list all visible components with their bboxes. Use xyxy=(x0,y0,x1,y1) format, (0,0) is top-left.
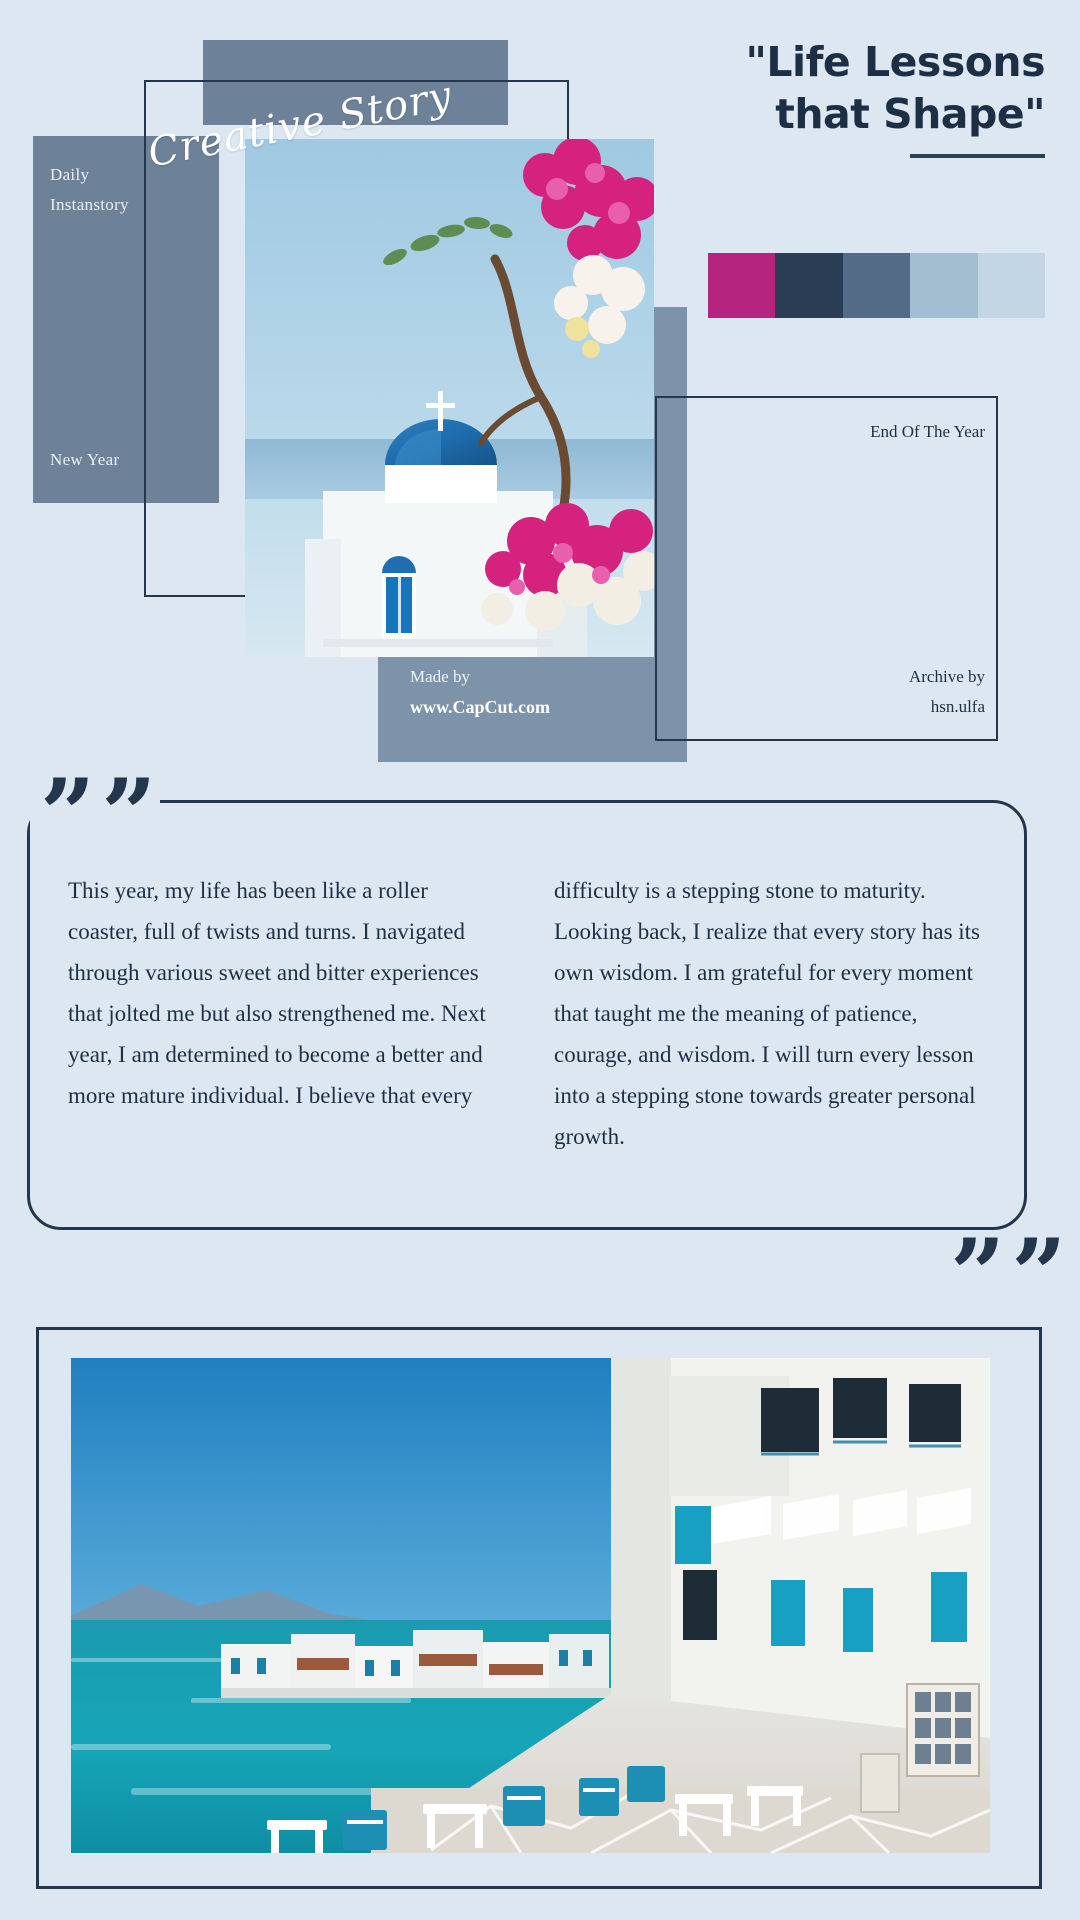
quote-mark-open-icon: ”” xyxy=(40,758,163,871)
swatch-pale-blue xyxy=(978,253,1045,318)
headline-block xyxy=(700,36,1045,158)
swatch-light-blue xyxy=(910,253,977,318)
quote-column-right: difficulty is a stepping stone to maturity. Looking back, I realize that every story has its own wisdom. I am grateful for every moment that taught me the meaning of patience, courage, and wisdom. I will turn every lesson into a stepping stone towards greater personal growth. xyxy=(554,878,980,1149)
credit-block xyxy=(410,662,665,722)
quote-section xyxy=(0,758,1080,1331)
archive-block xyxy=(760,662,985,722)
swatch-slate xyxy=(843,253,910,318)
archive-name: hsn.ulfa xyxy=(930,697,985,716)
top-collage xyxy=(0,0,1080,770)
page-title: "Life Lessons that Shape" xyxy=(745,38,1045,138)
color-swatch-strip xyxy=(708,253,1045,318)
credit-label: Made by xyxy=(410,667,470,686)
script-title: Creative Story xyxy=(144,72,456,177)
photo-greek-church-art xyxy=(245,139,654,657)
quote-column-left: This year, my life has been like a roller coaster, full of twists and turns. I navigated through various sweet and bitter experiences that jolted me but also strengthened me. Next year, I am determined to become a better and more mature individual. I believe that every xyxy=(68,878,486,1108)
archive-label: Archive by xyxy=(908,667,985,686)
credit-url[interactable]: www.CapCut.com xyxy=(410,697,551,717)
photo-mykonos-art xyxy=(71,1358,990,1853)
swatch-magenta xyxy=(708,253,775,318)
tag-daily-instanstory: Daily Instanstory xyxy=(50,165,129,214)
tag-new-year: New Year xyxy=(50,450,120,469)
swatch-navy xyxy=(775,253,842,318)
note-end-of-the-year: End Of The Year xyxy=(870,422,985,441)
photo-greek-church xyxy=(245,139,654,657)
quote-columns xyxy=(68,870,998,1157)
photo-mykonos-waterfront xyxy=(71,1358,990,1853)
headline-rule xyxy=(910,154,1045,158)
quote-mark-close-icon: ”” xyxy=(950,1218,1073,1331)
